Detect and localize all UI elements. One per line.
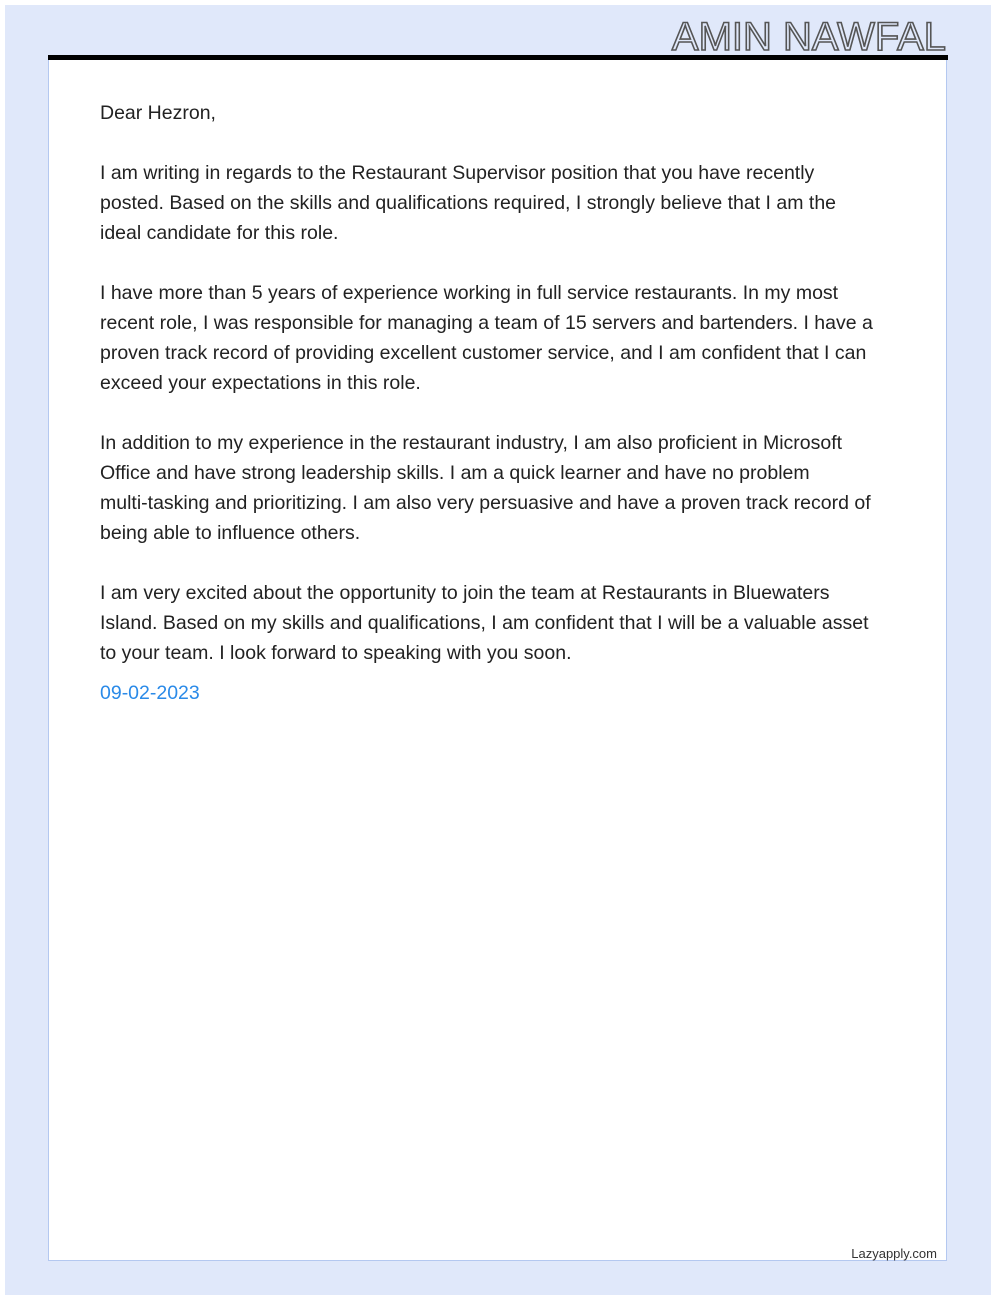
paragraph-line: Office and have strong leadership skills. I am a quick learner and have no problem bbox=[100, 462, 810, 484]
paragraph-line: multi-tasking and prioritizing. I am also very persuasive and have a proven track record of bbox=[100, 492, 871, 514]
letter-body bbox=[100, 98, 920, 708]
greeting: Dear Hezron, bbox=[100, 102, 216, 124]
paragraph-line: posted. Based on the skills and qualifications required, I strongly believe that I am the bbox=[100, 192, 837, 214]
applicant-name: AMIN NAWFAL bbox=[671, 15, 946, 59]
paragraph-line: recent role, I was responsible for managing a team of 15 servers and bartenders. I have a bbox=[100, 312, 873, 334]
paragraph-line: I have more than 5 years of experience working in full service restaurants. In my most bbox=[100, 282, 839, 304]
paragraph-line: being able to influence others. bbox=[100, 522, 361, 544]
paragraph bbox=[100, 278, 920, 398]
paragraph-line: I am very excited about the opportunity to join the team at Restaurants in Bluewaters bbox=[100, 582, 830, 604]
paragraph-line: ideal candidate for this role. bbox=[100, 222, 339, 244]
paragraph bbox=[100, 578, 920, 668]
letter-date: 09-02-2023 bbox=[100, 682, 200, 704]
paragraph-line: Island. Based on my skills and qualifications, I am confident that I will be a valuable asset bbox=[100, 612, 869, 634]
paragraph-line: to your team. I look forward to speaking with you soon. bbox=[100, 642, 572, 664]
paragraph-line: exceed your expectations in this role. bbox=[100, 372, 421, 394]
paragraph-line: proven track record of providing excellent customer service, and I am confident that I can bbox=[100, 342, 867, 364]
paragraph bbox=[100, 158, 920, 248]
footer-brand: Lazyapply.com bbox=[851, 1246, 937, 1261]
paragraph-line: I am writing in regards to the Restaurant Supervisor position that you have recently bbox=[100, 162, 815, 184]
paragraph bbox=[100, 428, 920, 548]
paragraph-line: In addition to my experience in the restaurant industry, I am also proficient in Microsoft bbox=[100, 432, 843, 454]
